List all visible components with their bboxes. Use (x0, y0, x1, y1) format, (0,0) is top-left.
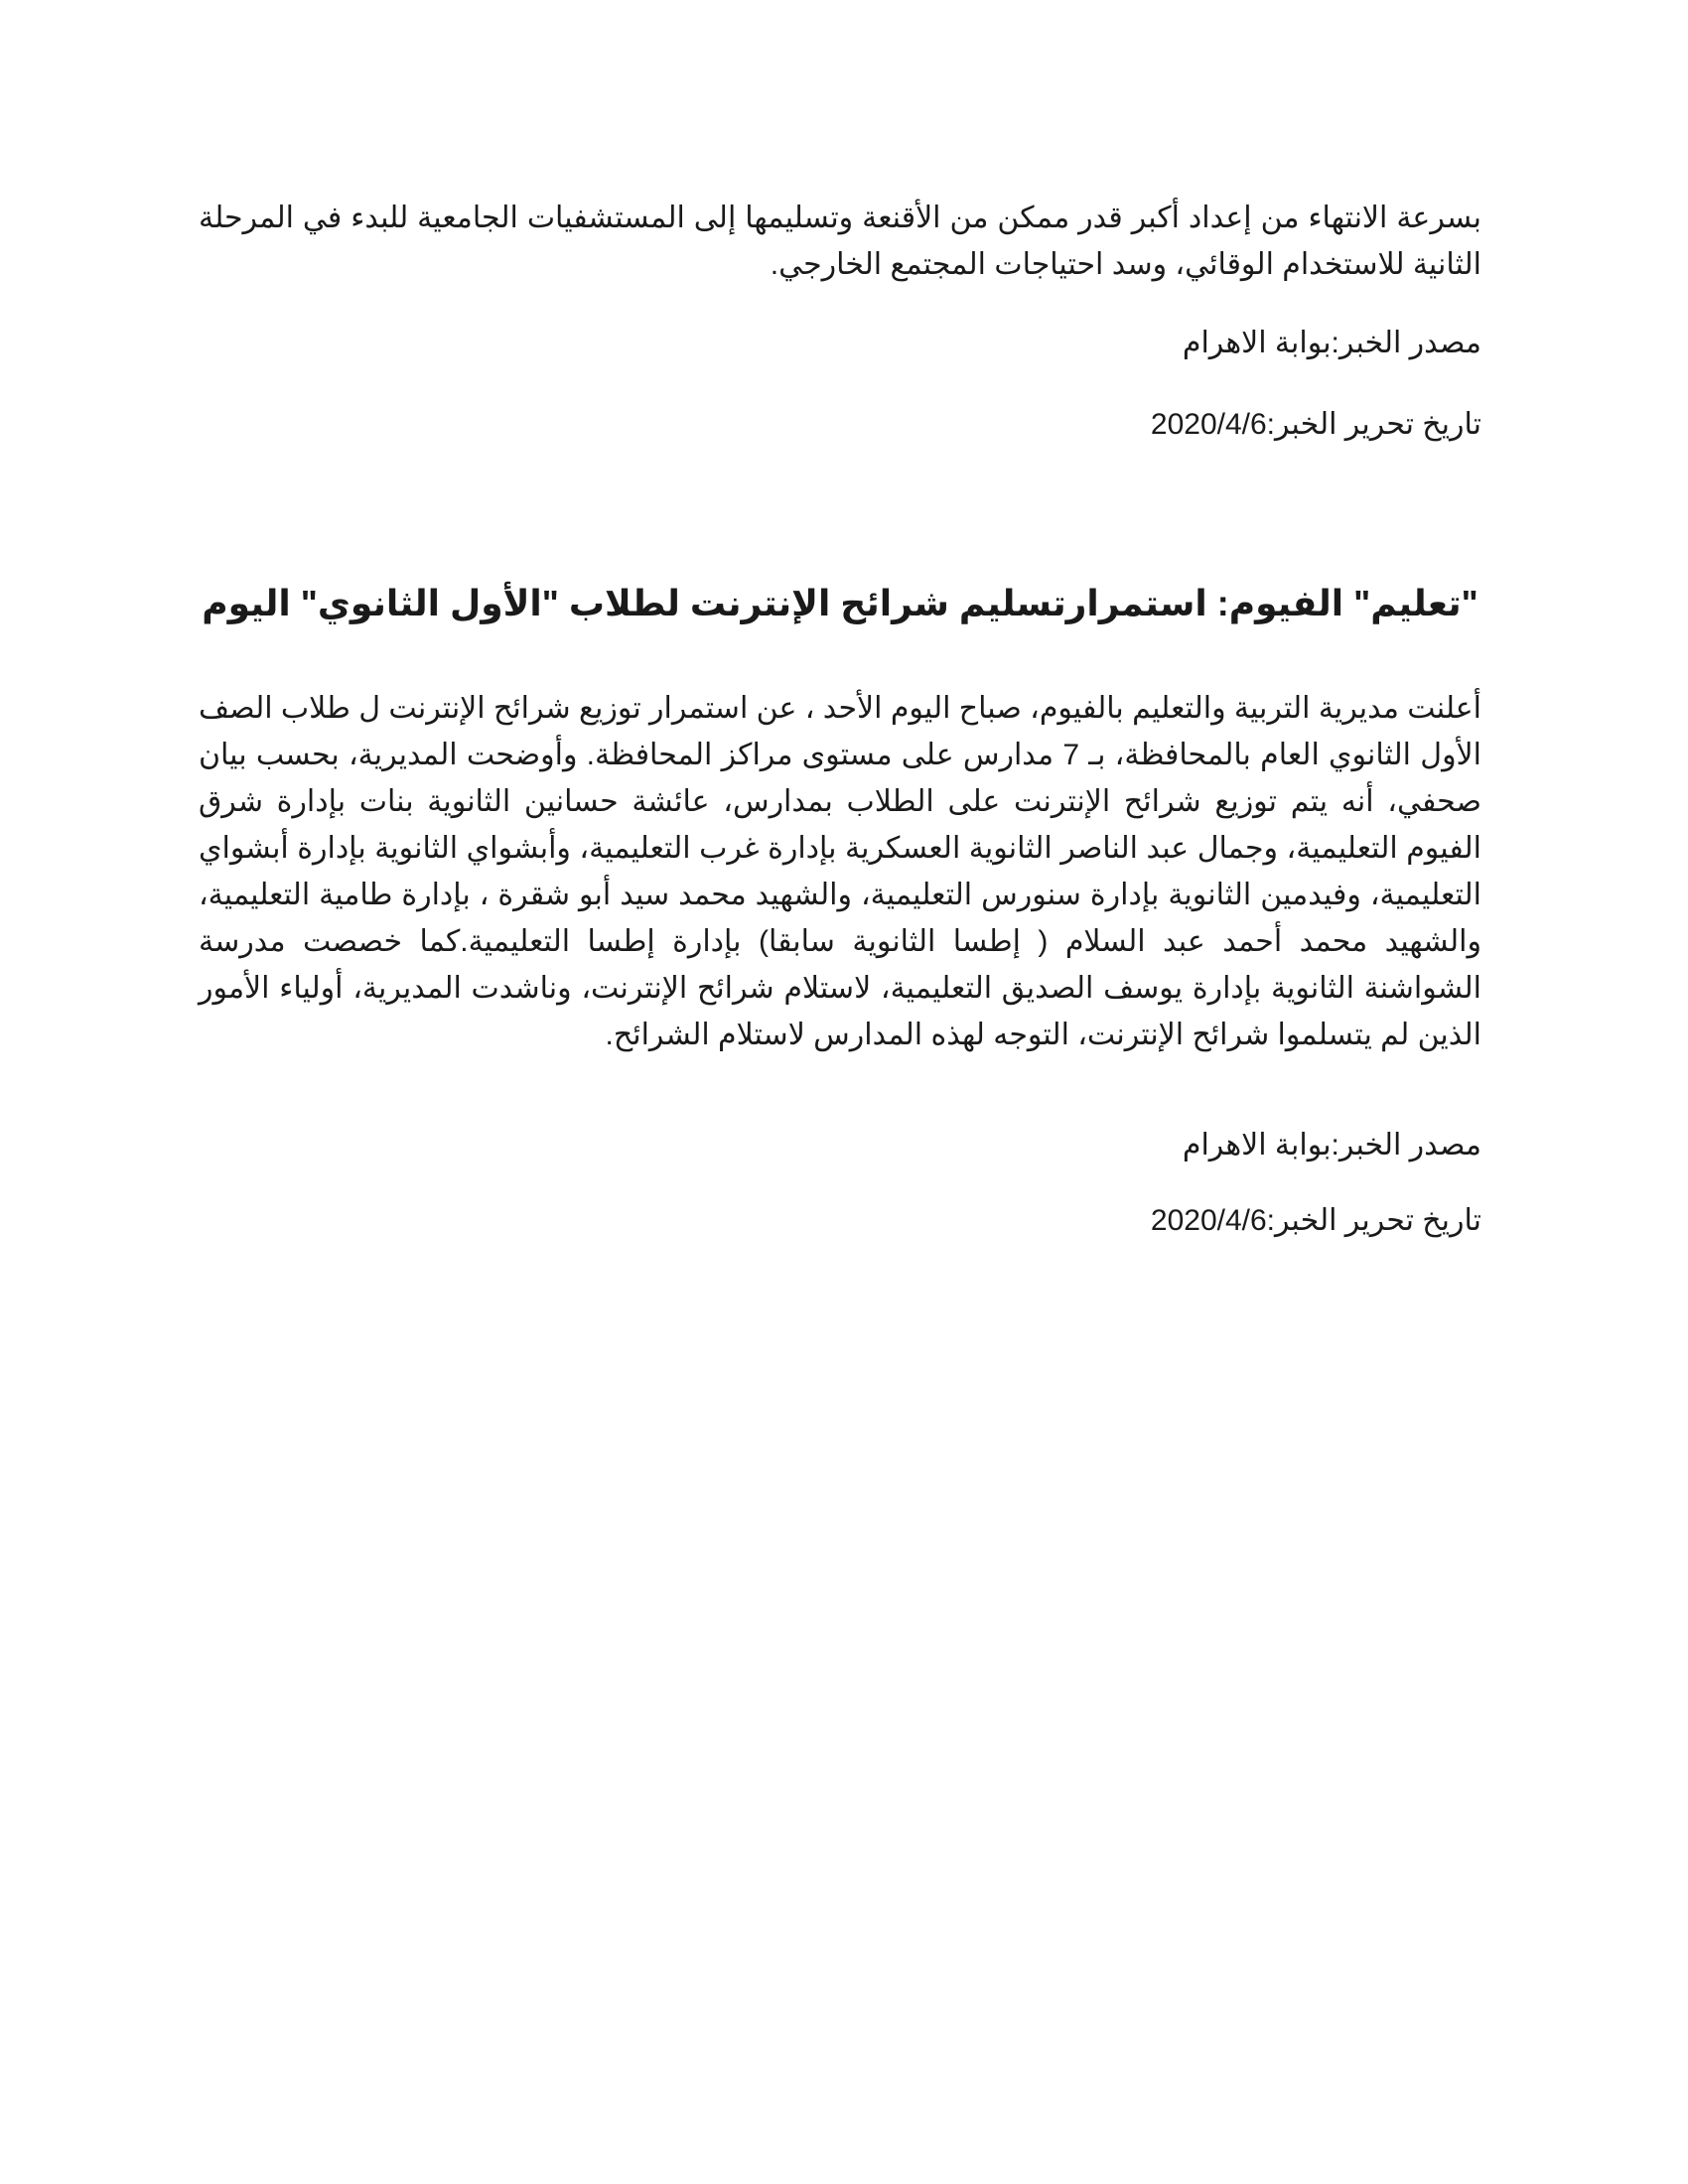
article1-continuation: بسرعة الانتهاء من إعداد أكبر قدر ممكن من الأقنعة وتسليمها إلى المستشفيات الجامعية للبدء في المرحلة الثانية للاستخدام الوقائي، وسد احتياجات المجتمع الخارجي. (199, 202, 1481, 281)
article2-date: تاريخ تحرير الخبر:2020/4/6 (1150, 1204, 1481, 1237)
article1-source: مصدر الخبر:بوابة الاهرام (1182, 327, 1481, 359)
article1-date: تاريخ تحرير الخبر:2020/4/6 (1150, 408, 1481, 441)
article2-source: مصدر الخبر:بوابة الاهرام (1182, 1129, 1481, 1161)
article2-title: "تعليم" الفيوم: استمرارتسليم شرائح الإنترنت لطلاب "الأول الثانوي" اليوم (202, 583, 1478, 623)
article2-body: أعلنت مديرية التربية والتعليم بالفيوم، صباح اليوم الأحد ، عن استمرار توزيع شرائح الإنترنت ل طلاب الصف الأول الثانوي العام بالمحافظة، بـ 7 مدارس على مستوى مراكز المحافظة. وأوضحت المديرية، بحسب بيان صحفي، أنه يتم توزيع شرائح الإنترنت على الطلاب بمدارس، عائشة حسانين الثانوية بنات بإدارة شرق الفيوم التعليمية، وجمال عبد الناصر الثانوية العسكرية بإدارة غرب التعليمية، وأبشواي الثانوية بإدارة أبشواي التعليمية، وفيدمين الثانوية بإدارة سنورس التعليمية، والشهيد محمد سيد أبو شقرة ، بإدارة طامية التعليمية، والشهيد محمد أحمد عبد السلام ( إطسا الثانوية سابقا) بإدارة إطسا التعليمية.كما خصصت مدرسة الشواشنة الثانوية بإدارة يوسف الصديق التعليمية، لاستلام شرائح الإنترنت، وناشدت المديرية، أولياء الأمور الذين لم يتسلموا شرائح الإنترنت، التوجه لهذه المدارس لاستلام الشرائح. (199, 692, 1481, 1051)
